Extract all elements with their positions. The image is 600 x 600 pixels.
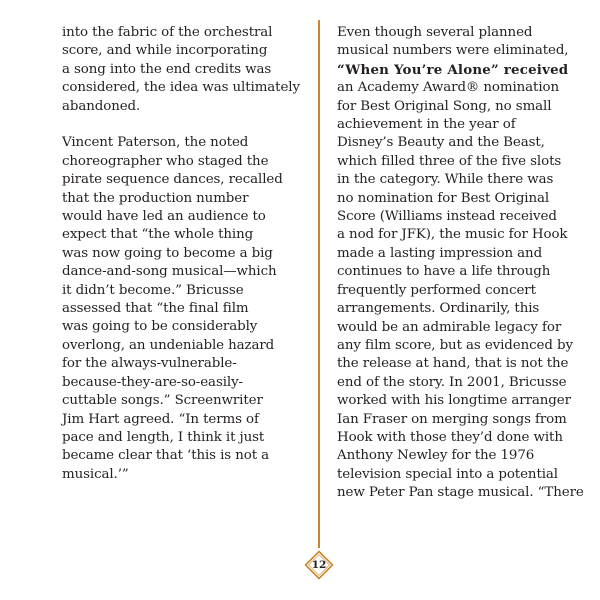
text-line: Score (Williams instead received (337, 209, 557, 225)
page-number-badge (304, 550, 334, 580)
text-line: which filled three of the five slots (337, 153, 562, 169)
text-line: assessed that “the final film (62, 301, 249, 317)
text-line: abandoned. (62, 98, 141, 114)
text-line: Anthony Newley for the 1976 (337, 448, 535, 464)
text-line: dance-and-song musical—which (62, 264, 277, 280)
text-line: that the production number (62, 190, 249, 206)
paragraph (337, 24, 584, 503)
text-line: was going to be considerably (62, 319, 258, 335)
text-line: Even though several planned (337, 25, 533, 40)
text-line: end of the story. In 2001, Bricusse (337, 374, 567, 390)
text-line: score, and while incorporating (62, 43, 268, 59)
text-line: a nod for JFK), the music for Hook (337, 227, 568, 243)
paragraph (62, 24, 302, 116)
text-line: would be an admirable legacy for (337, 319, 562, 335)
text-line: cuttable songs.” Screenwriter (62, 393, 263, 409)
text-line: television special into a potential (337, 466, 558, 482)
text-line: made a lasting impression and (337, 245, 543, 261)
text-line: considered, the idea was ultimately (62, 80, 300, 96)
text-line: in the category. While there was (337, 172, 554, 188)
column-divider (318, 20, 320, 548)
text-line: because-they-are-so-easily- (62, 374, 243, 390)
text-line: achievement in the year of (337, 117, 516, 133)
text-line: into the fabric of the orchestral (62, 25, 273, 40)
text-line: no nomination for Best Original (337, 190, 550, 206)
text-line: a song into the end credits was (62, 61, 272, 77)
song-title-line: “When You’re Alone” received (337, 61, 569, 78)
text-line: Jim Hart agreed. “In terms of (62, 411, 259, 427)
text-line: would have led an audience to (62, 209, 266, 225)
text-line: overlong, an undeniable hazard (62, 337, 275, 353)
text-line: the release at hand, that is not the (337, 356, 569, 372)
text-line: for the always-vulnerable- (62, 356, 237, 372)
text-line: an Academy Award® nomination (337, 80, 559, 96)
text-line: became clear that ‘this is not a (62, 448, 270, 464)
text-line: worked with his longtime arranger (337, 393, 571, 409)
paragraph (62, 134, 302, 484)
text-line: Vincent Paterson, the noted (62, 135, 249, 151)
text-line: frequently performed concert (337, 282, 536, 298)
text-line: Hook with those they’d done with (337, 429, 563, 445)
text-line: musical numbers were eliminated, (337, 43, 569, 59)
page-number: 12 (311, 559, 327, 571)
text-line: for Best Original Song, no small (337, 98, 552, 114)
text-line: was now going to become a big (62, 245, 273, 261)
text-line: expect that “the whole thing (62, 227, 254, 243)
text-line: musical.’” (62, 466, 129, 482)
text-line: continues to have a life through (337, 264, 551, 280)
text-line: Disney’s Beauty and the Beast, (337, 135, 545, 151)
right-column (337, 24, 584, 521)
text-line: arrangements. Ordinarily, this (337, 301, 540, 317)
text-line: choreographer who staged the (62, 153, 269, 169)
text-line: any film score, but as evidenced by (337, 337, 573, 353)
text-line: Ian Fraser on merging songs from (337, 411, 567, 427)
left-column (62, 24, 302, 503)
text-line: pace and length, I think it just (62, 429, 265, 445)
text-line: it didn’t become.” Bricusse (62, 282, 244, 298)
text-line: new Peter Pan stage musical. “There (337, 485, 584, 501)
text-line: pirate sequence dances, recalled (62, 172, 283, 188)
